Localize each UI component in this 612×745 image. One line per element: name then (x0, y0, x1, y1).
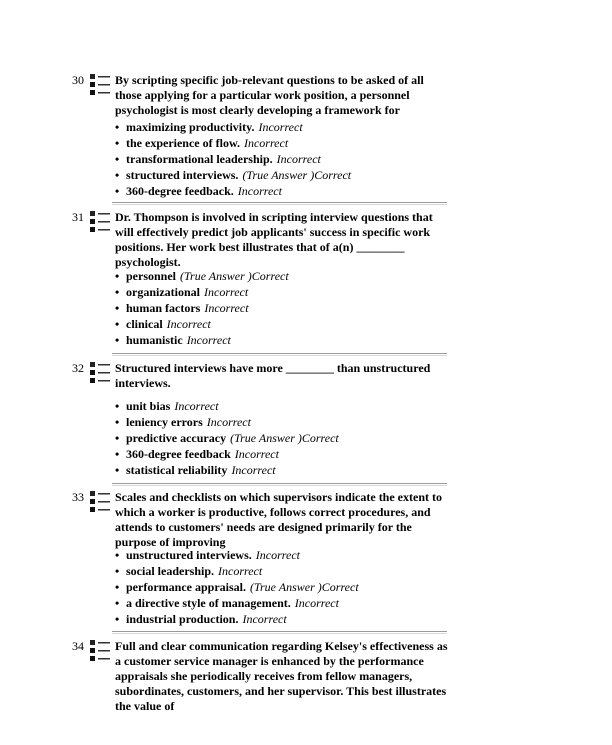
option-label: the experience of flow. (126, 136, 240, 150)
bullet-icon: • (115, 136, 120, 150)
option-verdict: Incorrect (255, 548, 300, 562)
bullet-icon: • (115, 548, 120, 562)
option-verdict: Incorrect (174, 399, 219, 413)
question-number: 30 (72, 73, 84, 87)
option-verdict: Incorrect (234, 447, 279, 461)
bullet-icon: • (115, 269, 120, 283)
answer-option (115, 119, 351, 135)
option-label: transformational leadership. (126, 152, 273, 166)
option-verdict: Incorrect (242, 612, 287, 626)
option-label: industrial production. (126, 612, 239, 626)
answer-option (115, 579, 359, 595)
answer-option (115, 611, 359, 627)
question-divider (112, 483, 447, 486)
bullet-icon: • (115, 152, 120, 166)
bullet-icon: • (115, 399, 120, 413)
question-divider (112, 202, 447, 205)
answer-option (115, 332, 289, 348)
answer-options (115, 547, 359, 627)
answer-option (115, 268, 289, 284)
question-number: 33 (72, 490, 84, 504)
bullet-icon: • (115, 463, 120, 477)
option-label: humanistic (126, 333, 183, 347)
option-label: social leadership. (126, 564, 215, 578)
option-verdict: (True Answer )Correct (230, 431, 339, 445)
answer-option (115, 167, 351, 183)
answer-options (115, 398, 339, 478)
question-text: Scales and checklists on which supervisors indicate the extent to which a worker is productive, follows correct procedures, and attends to customers' needs are designed primarily for the purpose of improving (115, 490, 442, 549)
option-verdict: Incorrect (206, 415, 251, 429)
answer-option (115, 398, 339, 414)
option-verdict: (True Answer )Correct (180, 269, 289, 283)
option-verdict: (True Answer )Correct (249, 580, 359, 594)
list-menu-icon[interactable] (89, 73, 111, 97)
bullet-icon: • (115, 612, 120, 626)
question-divider (112, 353, 447, 356)
list-menu-icon[interactable] (89, 490, 111, 514)
option-label: maximizing productivity. (126, 120, 255, 134)
answer-option (115, 316, 289, 332)
answer-option (115, 183, 351, 199)
bullet-icon: • (115, 415, 120, 429)
bullet-icon: • (115, 564, 120, 578)
option-verdict: Incorrect (276, 152, 321, 166)
option-verdict: Incorrect (231, 463, 276, 477)
bullet-icon: • (115, 333, 120, 347)
question-number: 34 (72, 639, 84, 653)
option-label: unit bias (126, 399, 171, 413)
option-label: personnel (126, 269, 177, 283)
answer-option (115, 300, 289, 316)
bullet-icon: • (115, 596, 120, 610)
question-number: 31 (72, 210, 84, 224)
option-verdict: Incorrect (204, 301, 249, 315)
option-label: organizational (126, 285, 200, 299)
option-verdict: Incorrect (237, 184, 282, 198)
option-verdict: Incorrect (294, 596, 339, 610)
option-label: structured interviews. (126, 168, 239, 182)
option-verdict: Incorrect (186, 333, 231, 347)
bullet-icon: • (115, 168, 120, 182)
option-label: leniency errors (126, 415, 203, 429)
answer-option (115, 151, 351, 167)
option-verdict: Incorrect (166, 317, 211, 331)
bullet-icon: • (115, 447, 120, 461)
bullet-icon: • (115, 301, 120, 315)
option-verdict: Incorrect (204, 285, 249, 299)
option-label: predictive accuracy (126, 431, 227, 445)
answer-option (115, 446, 339, 462)
list-menu-icon[interactable] (89, 361, 111, 385)
question-number: 32 (72, 361, 84, 375)
option-verdict: Incorrect (243, 136, 289, 150)
answer-option (115, 414, 339, 430)
bullet-icon: • (115, 580, 120, 594)
bullet-icon: • (115, 431, 120, 445)
answer-option (115, 284, 289, 300)
option-label: human factors (126, 301, 201, 315)
answer-option (115, 563, 359, 579)
option-verdict: Incorrect (258, 120, 303, 134)
answer-options (115, 268, 289, 348)
answer-option (115, 595, 359, 611)
option-verdict: Incorrect (218, 564, 263, 578)
answer-option (115, 135, 351, 151)
bullet-icon: • (115, 285, 120, 299)
option-label: statistical reliability (126, 463, 228, 477)
option-label: 360-degree feedback (126, 447, 231, 461)
answer-options (115, 119, 351, 199)
bullet-icon: • (115, 120, 120, 134)
question-divider (112, 631, 447, 634)
list-menu-icon[interactable] (89, 210, 111, 234)
option-label: performance appraisal. (126, 580, 246, 594)
option-label: unstructured interviews. (126, 548, 252, 562)
question-text: Dr. Thompson is involved in scripting interview questions that will effectively predict job applicants' success in specific work positions. Her work best illustrates that of a(n) ________ psychologist. (115, 210, 433, 269)
list-menu-icon[interactable] (89, 639, 111, 663)
bullet-icon: • (115, 317, 120, 331)
option-label: a directive style of management. (126, 596, 291, 610)
option-label: clinical (126, 317, 163, 331)
answer-option (115, 430, 339, 446)
option-label: 360-degree feedback. (126, 184, 234, 198)
option-verdict: (True Answer )Correct (242, 168, 352, 182)
question-text: Structured interviews have more ________ than unstructured interviews. (115, 361, 431, 390)
answer-option (115, 547, 359, 563)
question-text: By scripting specific job-relevant questions to be asked of all those applying for a particular work position, a personnel psychologist is most clearly developing a framework for (115, 73, 424, 117)
bullet-icon: • (115, 184, 120, 198)
answer-option (115, 462, 339, 478)
question-text: Full and clear communication regarding Kelsey's effectiveness as a customer service manager is enhanced by the performance appraisals she periodically receives from fellow managers, subordinates, customers, and her supervisor. This best illustrates the value of (115, 639, 448, 713)
